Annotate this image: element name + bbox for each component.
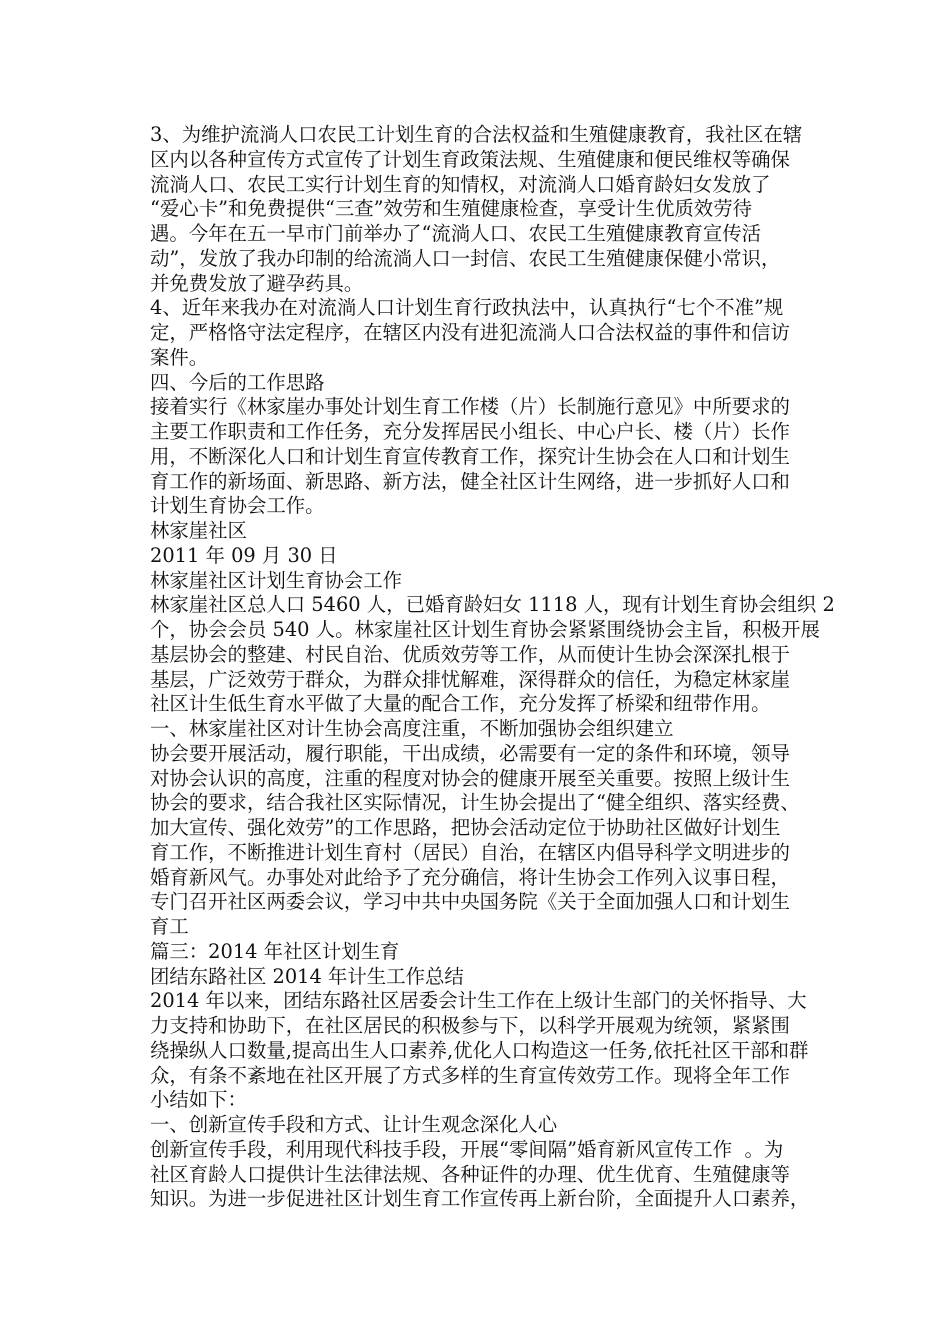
text-line: 3、为维护流淌人口农民工计划生育的合法权益和生殖健康教育，我社区在辖 bbox=[150, 123, 803, 146]
section-heading: 四、今后的工作思路 bbox=[150, 370, 325, 394]
text-line: 专门召开社区两委会议，学习中共中央国务院《关于全面加强人口和计划生 bbox=[150, 890, 790, 914]
text-line: 流淌人口、农民工实行计划生育的知情权，对流淌人口婚育龄妇女发放了 bbox=[150, 172, 771, 196]
text-line: 接着实行《林家崖办事处计划生育工作楼（片）长制施行意见》中所要求的 bbox=[150, 395, 790, 419]
article-title: 林家崖社区计划生育协会工作 bbox=[150, 568, 403, 592]
text-line: 育工作的新场面、新思路、新方法，健全社区计生网络，进一步抓好人口和 bbox=[150, 469, 790, 493]
text-line: 力支持和协助下，在社区居民的积极参与下，以科学开展观为统领，紧紧围 bbox=[150, 1014, 790, 1037]
text-line: 4、近年来我办在对流淌人口计划生育行政执法中，认真执行“七个不准”规 bbox=[150, 296, 784, 320]
text-line: 用，不断深化人口和计划生育宣传教育工作，探究计生协会在人口和计划生 bbox=[150, 444, 790, 468]
article-subtitle: 团结东路社区 2014 年计生工作总结 bbox=[150, 964, 464, 988]
text-line: 创新宣传手段，利用现代科技手段，开展“零间隔”婚育新风宣传工作 。为 bbox=[150, 1137, 784, 1161]
text-line: 协会要开展活动，履行职能，干出成绩，必需要有一定的条件和环境，领导 bbox=[150, 741, 790, 765]
text-line: 计划生育协会工作。 bbox=[150, 494, 325, 518]
text-line: 区内以各种宣传方式宣传了计划生育政策法规、生殖健康和便民维权等确保 bbox=[150, 147, 790, 171]
text-line: 知识。为进一步促进社区计划生育工作宣传再上新台阶，全面提升人口素养， bbox=[150, 1187, 810, 1211]
text-line: “爱心卡”和免费提供“三查”效劳和生殖健康检查，享受计生优质效劳待 bbox=[150, 197, 752, 221]
text-line: 社区育龄人口提供计生法律法规、各种证件的办理、优生优育、生殖健康等 bbox=[150, 1162, 790, 1186]
document-body bbox=[150, 123, 835, 1212]
text-line: 主要工作职责和工作任务，充分发挥居民小组长、中心户长、楼（片）长作 bbox=[150, 420, 790, 443]
section-heading: 一、创新宣传手段和方式、让计生观念深化人心 bbox=[150, 1113, 558, 1136]
signature-date: 2011 年 09 月 30 日 bbox=[150, 543, 338, 567]
signature-organization: 林家崖社区 bbox=[150, 519, 247, 542]
text-line: 2014 年以来，团结东路社区居委会计生工作在上级计生部门的关怀指导、大 bbox=[150, 989, 807, 1013]
text-line: 动”，发放了我办印制的给流淌人口一封信、农民工生殖健康保健小常识， bbox=[150, 246, 781, 270]
text-line: 小结如下： bbox=[150, 1088, 247, 1112]
text-line: 众，有条不紊地在社区开展了方式多样的生育宣传效劳工作。现将全年工作 bbox=[150, 1063, 790, 1087]
text-line: 个，协会会员 540 人。林家崖社区计划生育协会紧紧围绕协会主旨，积极开展 bbox=[150, 618, 820, 641]
text-line: 加大宣传、强化效劳”的工作思路，把协会活动定位于协助社区做好计划生 bbox=[150, 816, 781, 839]
text-line: 遇。今年在五一早市门前举办了“流淌人口、农民工生殖健康教育宣传活 bbox=[150, 222, 762, 245]
text-line: 对协会认识的高度，注重的程度对协会的健康开展至关重要。按照上级计生 bbox=[150, 766, 790, 790]
text-line: 基层，广泛效劳于群众，为群众排忧解难，深得群众的信任，为稳定林家崖 bbox=[150, 667, 790, 691]
text-line: 育工 bbox=[150, 915, 189, 938]
text-line: 林家崖社区总人口 5460 人，已婚育龄妇女 1118 人，现有计划生育协会组织 2 bbox=[150, 593, 835, 617]
text-line: 定，严格恪守法定程序，在辖区内没有进犯流淌人口合法权益的事件和信访 bbox=[150, 321, 790, 344]
section-heading: 一、林家崖社区对计生协会高度注重，不断加强协会组织建立 bbox=[150, 717, 674, 740]
text-line: 案件。 bbox=[150, 345, 209, 369]
text-line: 基层协会的整建、村民自治、优质效劳等工作，从而使计生协会深深扎根于 bbox=[150, 642, 790, 666]
text-line: 婚育新风气。办事处对此给予了充分确信，将计生协会工作列入议事日程， bbox=[150, 865, 790, 889]
text-line: 并免费发放了避孕药具。 bbox=[150, 271, 364, 295]
text-line: 协会的要求，结合我社区实际情况，计生协会提出了“健全组织、落实经费、 bbox=[150, 791, 800, 815]
article-title: 篇三：2014 年社区计划生育 bbox=[150, 939, 400, 963]
text-line: 育工作，不断推进计划生育村（居民）自治，在辖区内倡导科学文明进步的 bbox=[150, 840, 790, 864]
text-line: 社区计生低生育水平做了大量的配合工作，充分发挥了桥梁和纽带作用。 bbox=[150, 692, 771, 716]
text-line: 绕操纵人口数量,提高出生人口素养,优化人口构造这一任务,依托社区干部和群 bbox=[150, 1038, 809, 1062]
